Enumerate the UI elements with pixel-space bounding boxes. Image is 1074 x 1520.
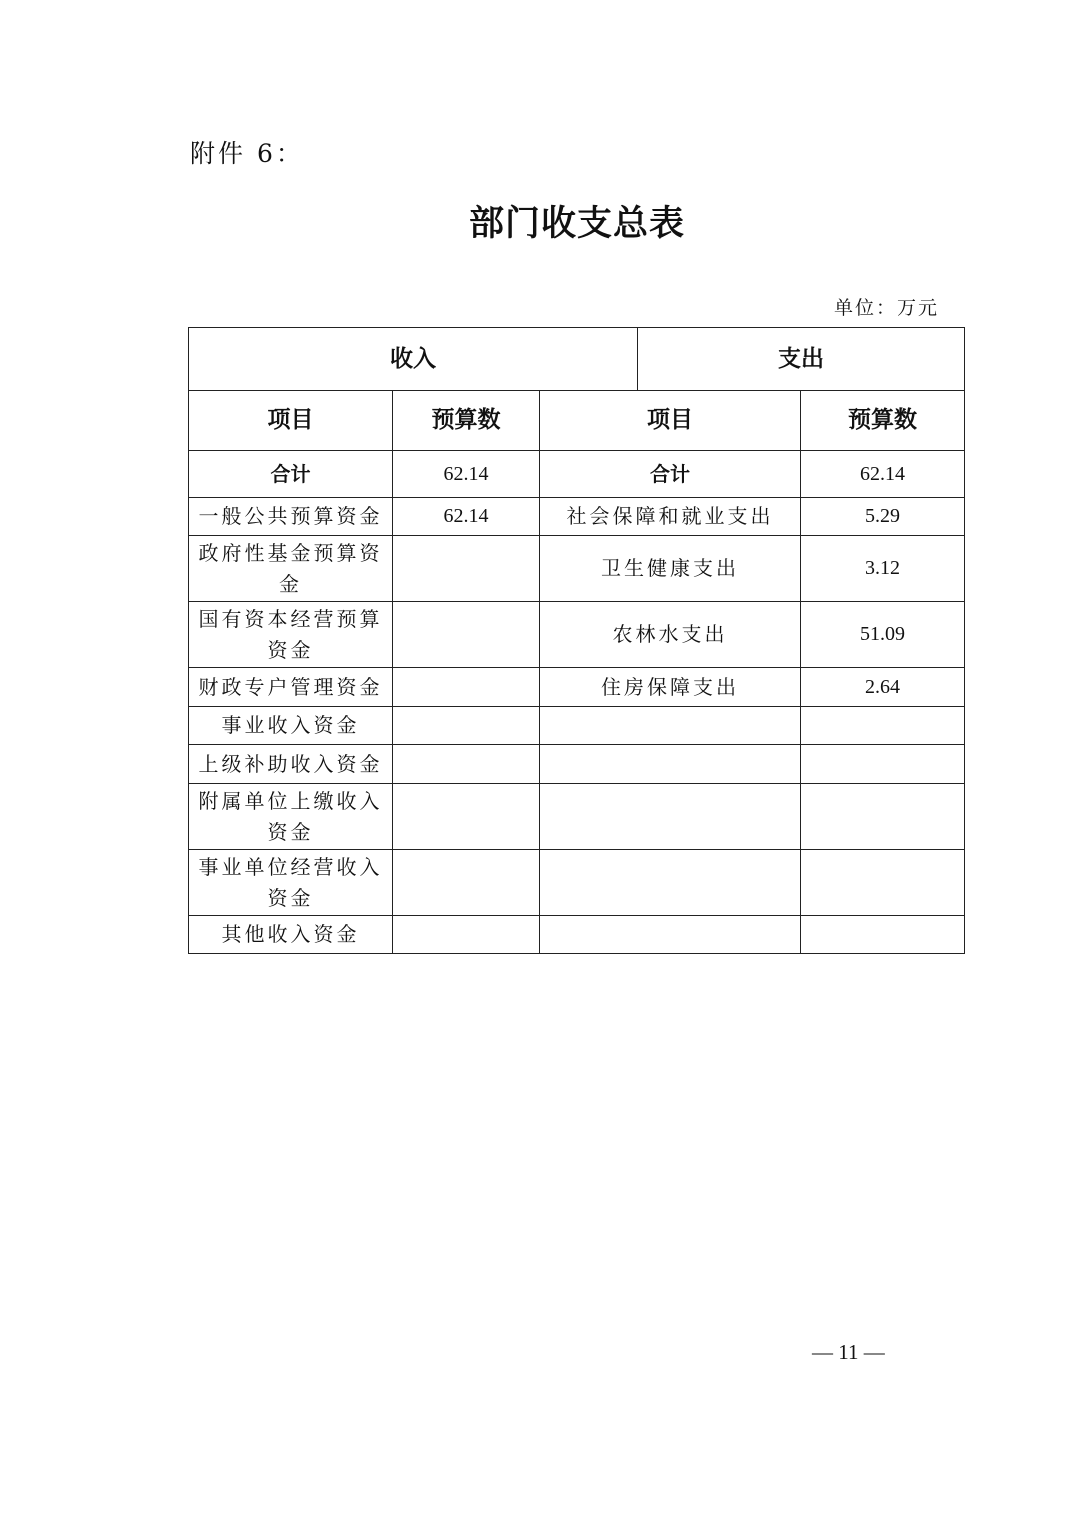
income-value: [393, 602, 540, 668]
income-value: [393, 850, 540, 916]
expense-item: [540, 850, 801, 916]
expense-value: 2.64: [801, 668, 965, 707]
expense-value: 3.12: [801, 536, 965, 602]
income-value: [393, 707, 540, 745]
income-value: [393, 668, 540, 707]
expense-total-label: 合计: [540, 451, 801, 498]
table-row: [189, 498, 965, 536]
income-value: 62.14: [393, 498, 540, 536]
income-value: [393, 784, 540, 850]
expense-value: [801, 916, 965, 954]
expense-item: 社会保障和就业支出: [540, 498, 801, 536]
income-item: 上级补助收入资金: [189, 745, 393, 784]
page-number: — 11 —: [812, 1340, 885, 1364]
unit-label: 单位：万元: [834, 297, 940, 319]
table-row: [189, 850, 965, 916]
income-item: 其他收入资金: [189, 916, 393, 954]
income-total-label: 合计: [189, 451, 393, 498]
expense-value: 51.09: [801, 602, 965, 668]
table-row: [189, 707, 965, 745]
income-item-column-header: 项目: [189, 391, 393, 451]
income-value: [393, 536, 540, 602]
income-value: [393, 916, 540, 954]
table-row: [189, 784, 965, 850]
expense-item: [540, 916, 801, 954]
expense-value: [801, 850, 965, 916]
expense-item: [540, 707, 801, 745]
income-item: 事业单位经营收入资金: [189, 850, 393, 916]
income-budget-column-header: 预算数: [393, 391, 540, 451]
table-row: [189, 536, 965, 602]
expense-item: 农林水支出: [540, 602, 801, 668]
table-row: [189, 745, 965, 784]
expense-item: [540, 784, 801, 850]
table-row: [189, 602, 965, 668]
income-item: 一般公共预算资金: [189, 498, 393, 536]
expense-total-value: 62.14: [801, 451, 965, 498]
table-row: [189, 668, 965, 707]
income-group-header: 收入: [189, 328, 638, 391]
expense-group-header: 支出: [638, 328, 965, 391]
expense-value: [801, 745, 965, 784]
income-item: 政府性基金预算资金: [189, 536, 393, 602]
expense-value: [801, 707, 965, 745]
income-item: 附属单位上缴收入资金: [189, 784, 393, 850]
expense-item: 卫生健康支出: [540, 536, 801, 602]
expense-item: [540, 745, 801, 784]
budget-table: [188, 327, 965, 954]
expense-item: 住房保障支出: [540, 668, 801, 707]
table-row: [189, 916, 965, 954]
income-value: [393, 745, 540, 784]
expense-value: [801, 784, 965, 850]
page-title: 部门收支总表: [468, 203, 685, 244]
income-total-value: 62.14: [393, 451, 540, 498]
table-column-header-row: [189, 391, 965, 451]
expense-item-column-header: 项目: [540, 391, 801, 451]
expense-value: 5.29: [801, 498, 965, 536]
table-group-header-row: [189, 328, 965, 391]
attachment-label: 附件 6：: [190, 139, 304, 168]
total-row: [189, 451, 965, 498]
expense-budget-column-header: 预算数: [801, 391, 965, 451]
income-item: 事业收入资金: [189, 707, 393, 745]
income-item: 财政专户管理资金: [189, 668, 393, 707]
income-item: 国有资本经营预算资金: [189, 602, 393, 668]
